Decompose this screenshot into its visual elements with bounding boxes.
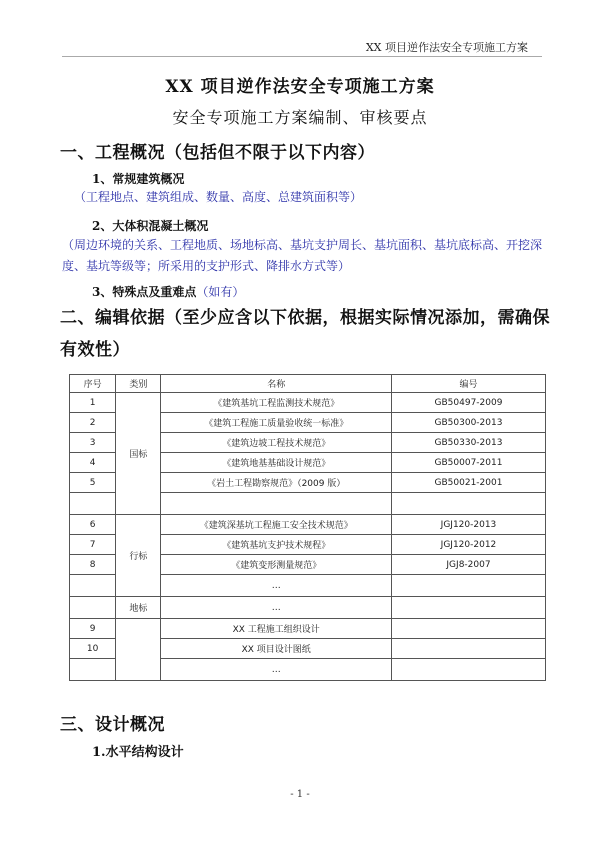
category-national: 国标: [116, 393, 161, 515]
cell-name: 《建筑变形测量规范》: [161, 555, 392, 575]
cell-no: [70, 493, 116, 515]
cell-no: 2: [70, 413, 116, 433]
cell-name: 《岩土工程勘察规范》（2009 版）: [161, 473, 392, 493]
cell-name: …: [161, 659, 392, 681]
cell-name: …: [161, 575, 392, 597]
cell-code: [391, 639, 545, 659]
cell-name: 《建筑基坑支护技术规程》: [161, 535, 392, 555]
document-title: XX 项目逆作法安全专项施工方案: [165, 77, 435, 97]
cell-no: 10: [70, 639, 116, 659]
cell-code: JGJ120-2013: [391, 515, 545, 535]
cell-name: XX 工程施工组织设计: [161, 619, 392, 639]
section1-item3: [92, 283, 244, 300]
section1-item3-label: 3、特殊点及重难点: [92, 285, 197, 299]
cell-name: 《建筑边坡工程技术规范》: [161, 433, 392, 453]
table-row: [70, 515, 546, 535]
header-code: 编号: [391, 375, 545, 393]
cell-no: 1: [70, 393, 116, 413]
cell-code: GB50300-2013: [391, 413, 545, 433]
cell-code: [391, 597, 545, 619]
document-subtitle: 安全专项施工方案编制、审核要点: [172, 108, 428, 127]
section1-item1-note: （工程地点、建筑组成、数量、高度、总建筑面积等）: [74, 190, 363, 204]
section1-heading: 一、工程概况（包括但不限于以下内容）: [60, 143, 375, 163]
section3-heading: 三、设计概况: [60, 715, 165, 735]
section1-item3-note: （如有）: [196, 285, 245, 299]
cell-no: 4: [70, 453, 116, 473]
cell-code: GB50007-2011: [391, 453, 545, 473]
cell-no: [70, 575, 116, 597]
section1-item2-note: （周边环境的关系、工程地质、场地标高、基坑支护周长、基坑面积、基坑底标高、开挖深度、基坑等级等；所采用的支护形式、降排水方式等）: [62, 238, 543, 273]
section2-heading: 二、编辑依据（至少应含以下依据，根据实际情况添加，需确保有效性）: [60, 308, 550, 360]
cell-code: [391, 659, 545, 681]
cell-no: 7: [70, 535, 116, 555]
category-blank: [116, 619, 161, 681]
cell-no: 8: [70, 555, 116, 575]
category-industry: 行标: [116, 515, 161, 597]
section1-item1-label: 1、常规建筑概况: [92, 172, 185, 186]
cell-name: 《建筑基坑工程监测技术规范》: [161, 393, 392, 413]
header-name: 名称: [161, 375, 392, 393]
header-divider: [62, 56, 542, 57]
cell-no: [70, 659, 116, 681]
running-header: XX 项目逆作法安全专项施工方案: [365, 41, 528, 54]
page-number: - 1 -: [290, 789, 310, 800]
header-no: 序号: [70, 375, 116, 393]
cell-code: JGJ120-2012: [391, 535, 545, 555]
cell-no: 5: [70, 473, 116, 493]
header-category: 类别: [116, 375, 161, 393]
cell-no: [70, 597, 116, 619]
table-row: [70, 597, 546, 619]
table-header-row: [70, 375, 546, 393]
cell-code: GB50021-2001: [391, 473, 545, 493]
category-local: 地标: [116, 597, 161, 619]
section3-sub-heading: 1.水平结构设计: [92, 745, 184, 760]
cell-no: 9: [70, 619, 116, 639]
table-row: [70, 393, 546, 413]
cell-code: GB50330-2013: [391, 433, 545, 453]
cell-code: JGJ8-2007: [391, 555, 545, 575]
cell-no: 6: [70, 515, 116, 535]
section1-item2-label: 2、大体积混凝土概况: [92, 219, 209, 233]
cell-name: 《建筑工程施工质量验收统一标准》: [161, 413, 392, 433]
cell-no: 3: [70, 433, 116, 453]
table-row: [70, 619, 546, 639]
cell-name: 《建筑地基基础设计规范》: [161, 453, 392, 473]
cell-code: [391, 575, 545, 597]
reference-table: [69, 374, 546, 681]
cell-code: [391, 619, 545, 639]
cell-name: 《建筑深基坑工程施工安全技术规范》: [161, 515, 392, 535]
cell-name: [161, 493, 392, 515]
cell-name: …: [161, 597, 392, 619]
cell-name: XX 项目设计图纸: [161, 639, 392, 659]
cell-code: [391, 493, 545, 515]
cell-code: GB50497-2009: [391, 393, 545, 413]
